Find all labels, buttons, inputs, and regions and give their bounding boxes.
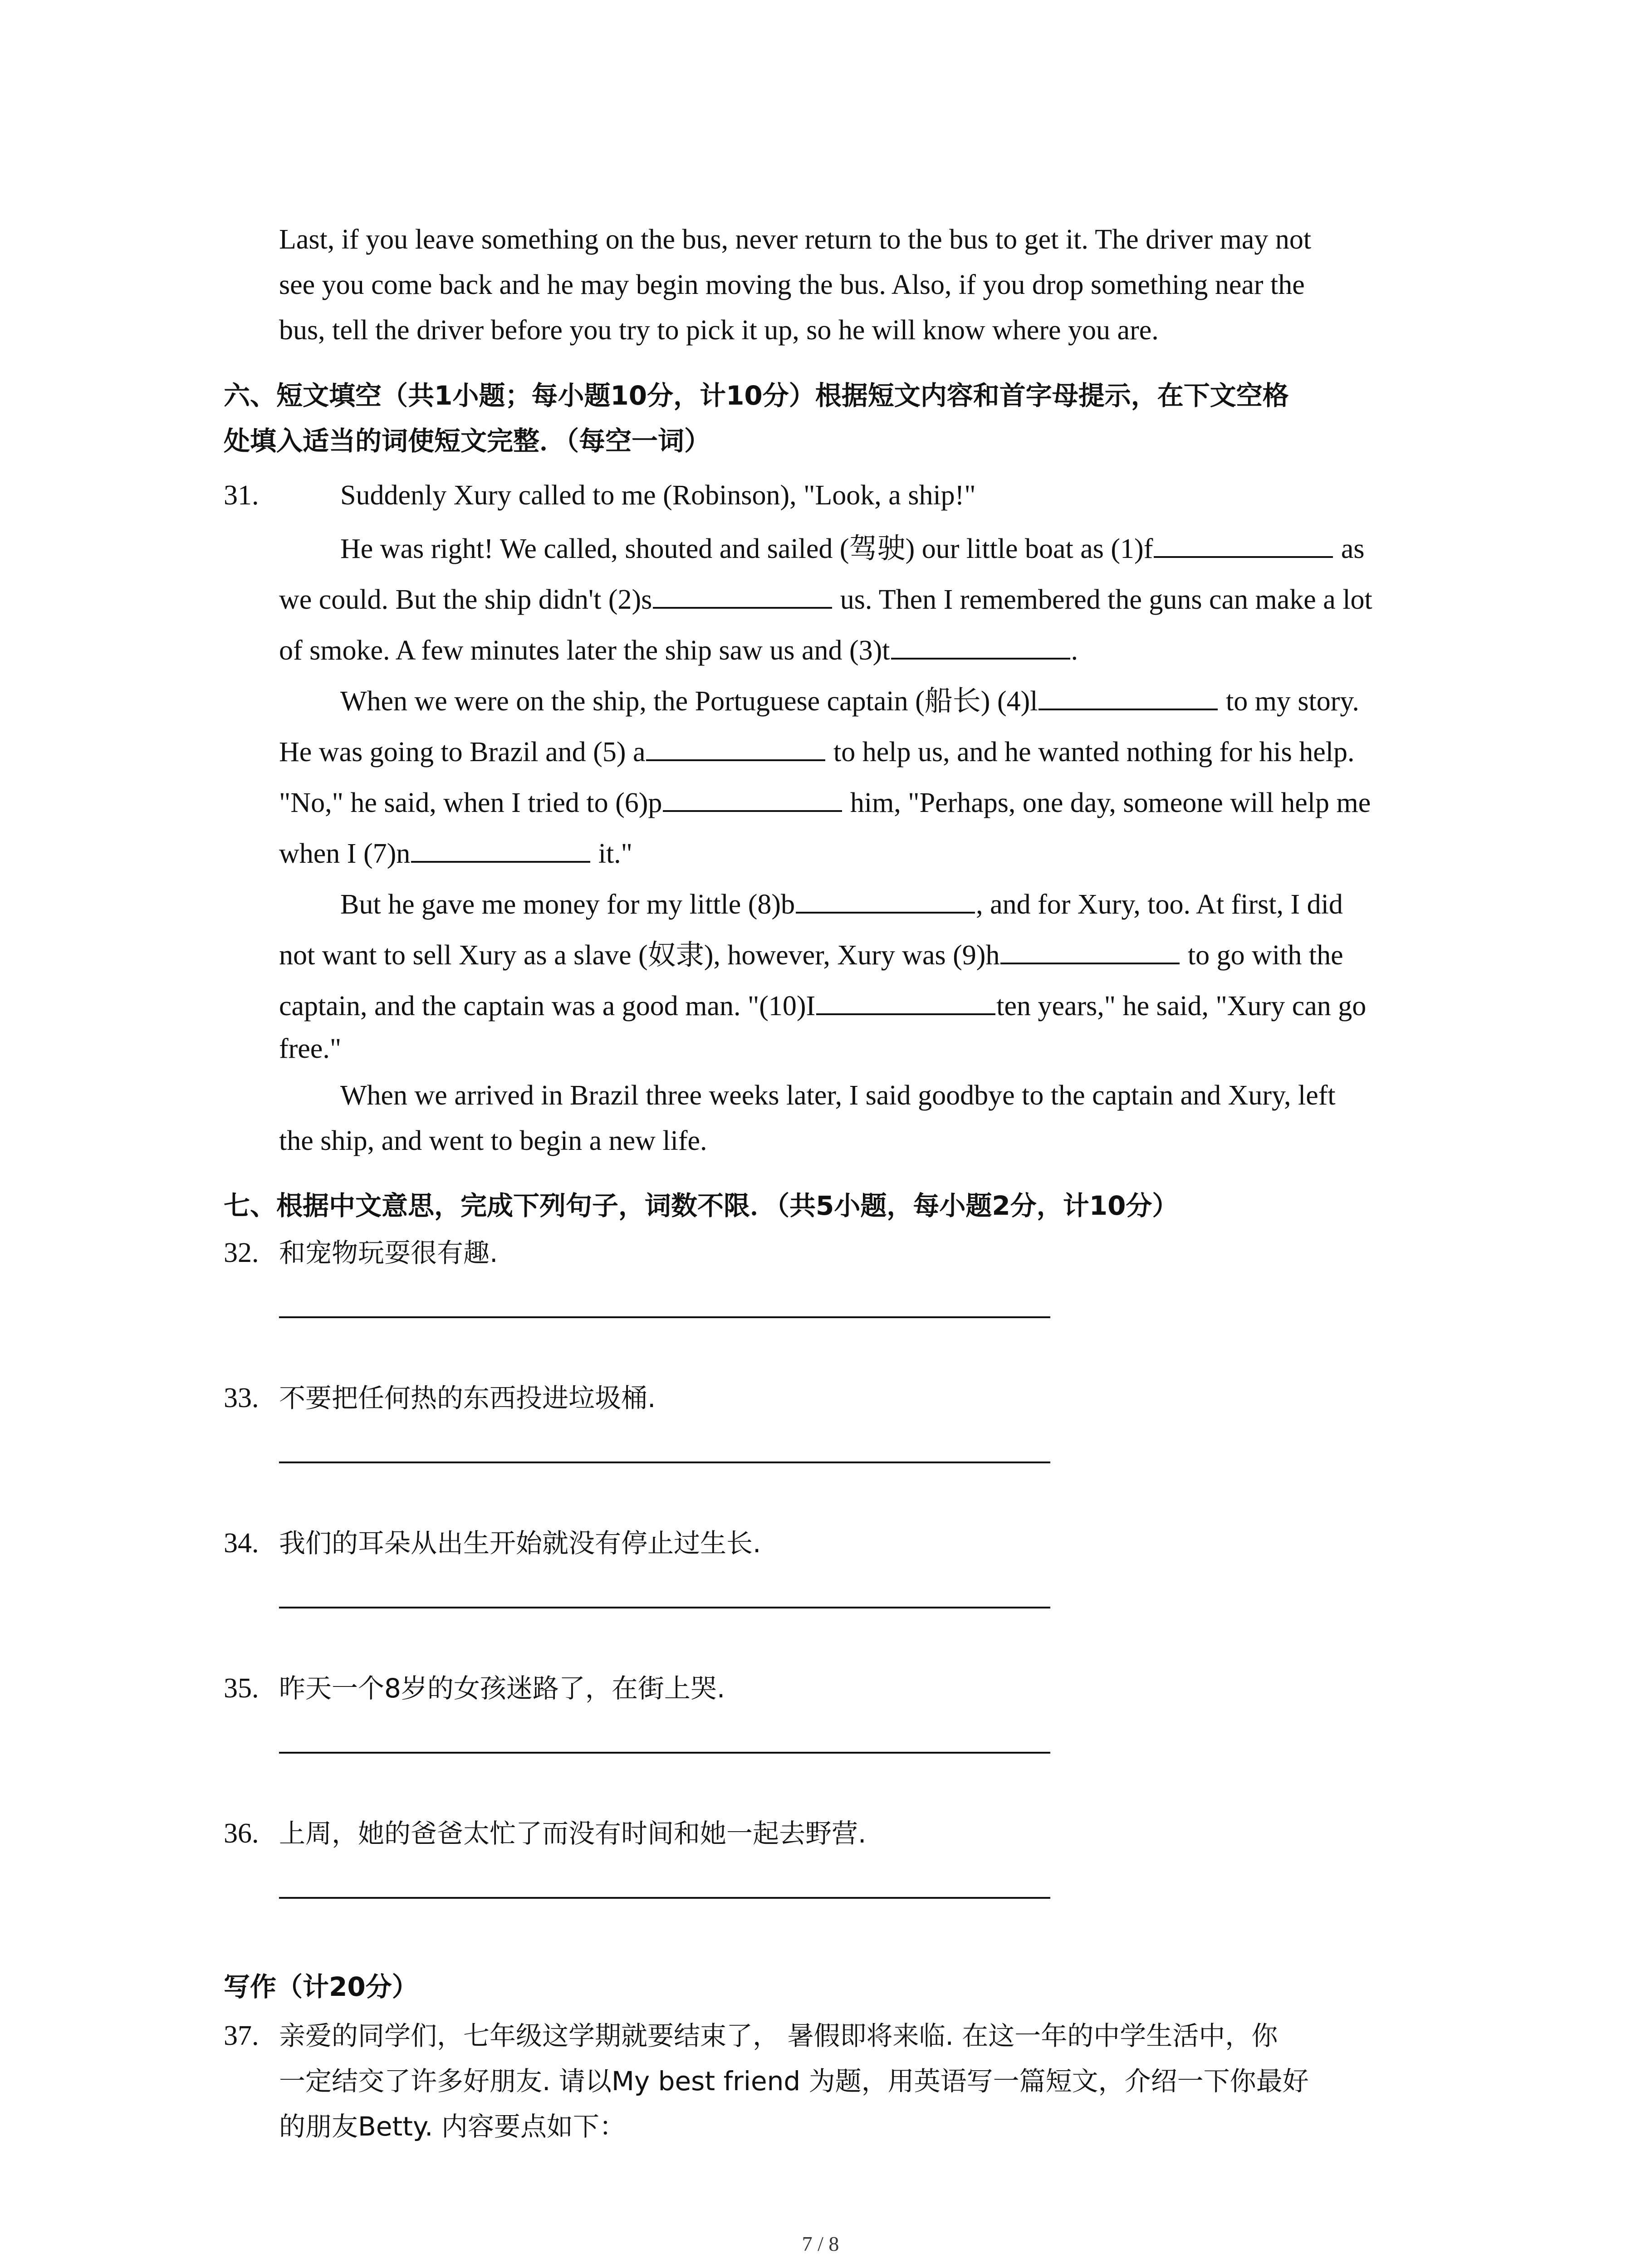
q34-answer-line[interactable] [279, 1607, 1050, 1608]
q31-line-9-tail: , and for Xury, too. At first, I did [976, 889, 1343, 920]
q31-line-9-text: But he gave me money for my little (8)b [340, 889, 795, 920]
blank-4[interactable] [1038, 680, 1218, 710]
blank-8[interactable] [796, 884, 975, 914]
q33-answer-line[interactable] [279, 1461, 1050, 1463]
q31-line-3-text: we could. But the ship didn't (2)s [279, 584, 652, 615]
q37-line-1: 亲爱的同学们，七年级这学期就要结束了， 暑假即将来临. 在这一年的中学生活中，你 [279, 2020, 1278, 2051]
q31-line-7-tail: him, "Perhaps, one day, someone will help me [843, 787, 1371, 818]
q31-line-14: the ship, and went to begin a new life. [279, 1125, 707, 1156]
q31-line-11 [279, 985, 1366, 1022]
q31-line-8-text: when I (7)n [279, 838, 411, 869]
q31-line-3-tail: us. Then I remembered the guns can make a lot [833, 584, 1372, 615]
q32-number: 32. [224, 1237, 259, 1268]
q31-line-6-tail: to help us, and he wanted nothing for his help. [826, 737, 1355, 767]
q31-line-6-text: He was going to Brazil and (5) a [279, 737, 646, 767]
blank-2[interactable] [653, 579, 832, 609]
intro-line-3: bus, tell the driver before you try to pick it up, so he will know where you are. [279, 315, 1159, 346]
q37-line-2: 一定结交了许多好朋友. 请以My best friend 为题，用英语写一篇短文，介绍一下你最好 [279, 2066, 1309, 2097]
q31-line-11-tail: ten years," he said, "Xury can go [996, 991, 1367, 1022]
q31-line-10-text: not want to sell Xury as a slave (奴隶), however, Xury was (9)h [279, 940, 1000, 971]
q32-answer-line[interactable] [279, 1316, 1050, 1318]
section6-heading-line1: 六、短文填空（共1小题；每小题10分，计10分）根据短文内容和首字母提示，在下文空格 [224, 380, 1289, 411]
q33-number: 33. [224, 1383, 259, 1413]
q35-prompt: 昨天一个8岁的女孩迷路了，在街上哭. [279, 1673, 725, 1704]
blank-3[interactable] [891, 630, 1070, 660]
blank-10[interactable] [816, 985, 995, 1015]
q31-line-2-text: He was right! We called, shouted and sailed (驾驶) our little boat as (1)f [340, 533, 1153, 564]
q36-number: 36. [224, 1818, 259, 1849]
intro-line-2: see you come back and he may begin moving the bus. Also, if you drop something near the [279, 269, 1305, 300]
intro-line-1: Last, if you leave something on the bus, never return to the bus to get it. The driver may not [279, 224, 1312, 255]
blank-1[interactable] [1154, 528, 1333, 558]
section7-heading: 七、根据中文意思，完成下列句子，词数不限．（共5小题，每小题2分，计10分） [224, 1190, 1179, 1221]
q31-line-11-text: captain, and the captain was a good man. "(10)I [279, 991, 816, 1022]
q35-number: 35. [224, 1673, 259, 1704]
blank-5[interactable] [646, 731, 825, 761]
blank-6[interactable] [663, 782, 842, 812]
q31-line-4-tail: . [1071, 635, 1078, 666]
q31-line-3 [279, 579, 1372, 615]
q31-line-10 [279, 934, 1343, 971]
q31-line-8-tail: it." [591, 838, 632, 869]
q31-line-2 [340, 528, 1365, 564]
q33-prompt: 不要把任何热的东西投进垃圾桶. [279, 1383, 656, 1413]
q37-line-3: 的朋友Betty. 内容要点如下： [279, 2111, 626, 2142]
writing-heading: 写作（计20分） [224, 1971, 418, 2002]
q31-line-7 [279, 782, 1371, 818]
q31-line-4 [279, 630, 1078, 666]
q31-line-1: Suddenly Xury called to me (Robinson), "Look, a ship!" [340, 480, 976, 511]
q31-line-13: When we arrived in Brazil three weeks later, I said goodbye to the captain and Xury, left [340, 1080, 1336, 1111]
q36-prompt: 上周，她的爸爸太忙了而没有时间和她一起去野营. [279, 1818, 867, 1849]
q31-line-8 [279, 833, 632, 869]
q32-prompt: 和宠物玩耍很有趣. [279, 1237, 498, 1268]
blank-9[interactable] [1000, 934, 1180, 964]
q31-number: 31. [224, 480, 259, 511]
page-indicator: 7 / 8 [802, 2232, 839, 2255]
q31-line-4-text: of smoke. A few minutes later the ship saw us and (3)t [279, 635, 890, 666]
q31-line-12: free." [279, 1033, 342, 1064]
q34-prompt: 我们的耳朵从出生开始就没有停止过生长. [279, 1528, 761, 1559]
q31-line-9 [340, 884, 1343, 920]
q34-number: 34. [224, 1528, 259, 1559]
q35-answer-line[interactable] [279, 1752, 1050, 1754]
q31-line-10-tail: to go with the [1181, 940, 1343, 971]
q31-line-5-tail: to my story. [1219, 686, 1359, 717]
q31-line-2-tail: as [1334, 533, 1365, 564]
q31-line-5 [340, 680, 1359, 717]
q36-answer-line[interactable] [279, 1897, 1050, 1899]
q31-line-7-text: "No," he said, when I tried to (6)p [279, 787, 662, 818]
section6-heading-line2: 处填入适当的词使短文完整．（每空一词） [224, 425, 711, 456]
q37-number: 37. [224, 2020, 259, 2051]
q31-line-6 [279, 731, 1355, 767]
q31-line-5-text: When we were on the ship, the Portuguese captain (船长) (4)l [340, 686, 1038, 717]
blank-7[interactable] [411, 833, 590, 863]
